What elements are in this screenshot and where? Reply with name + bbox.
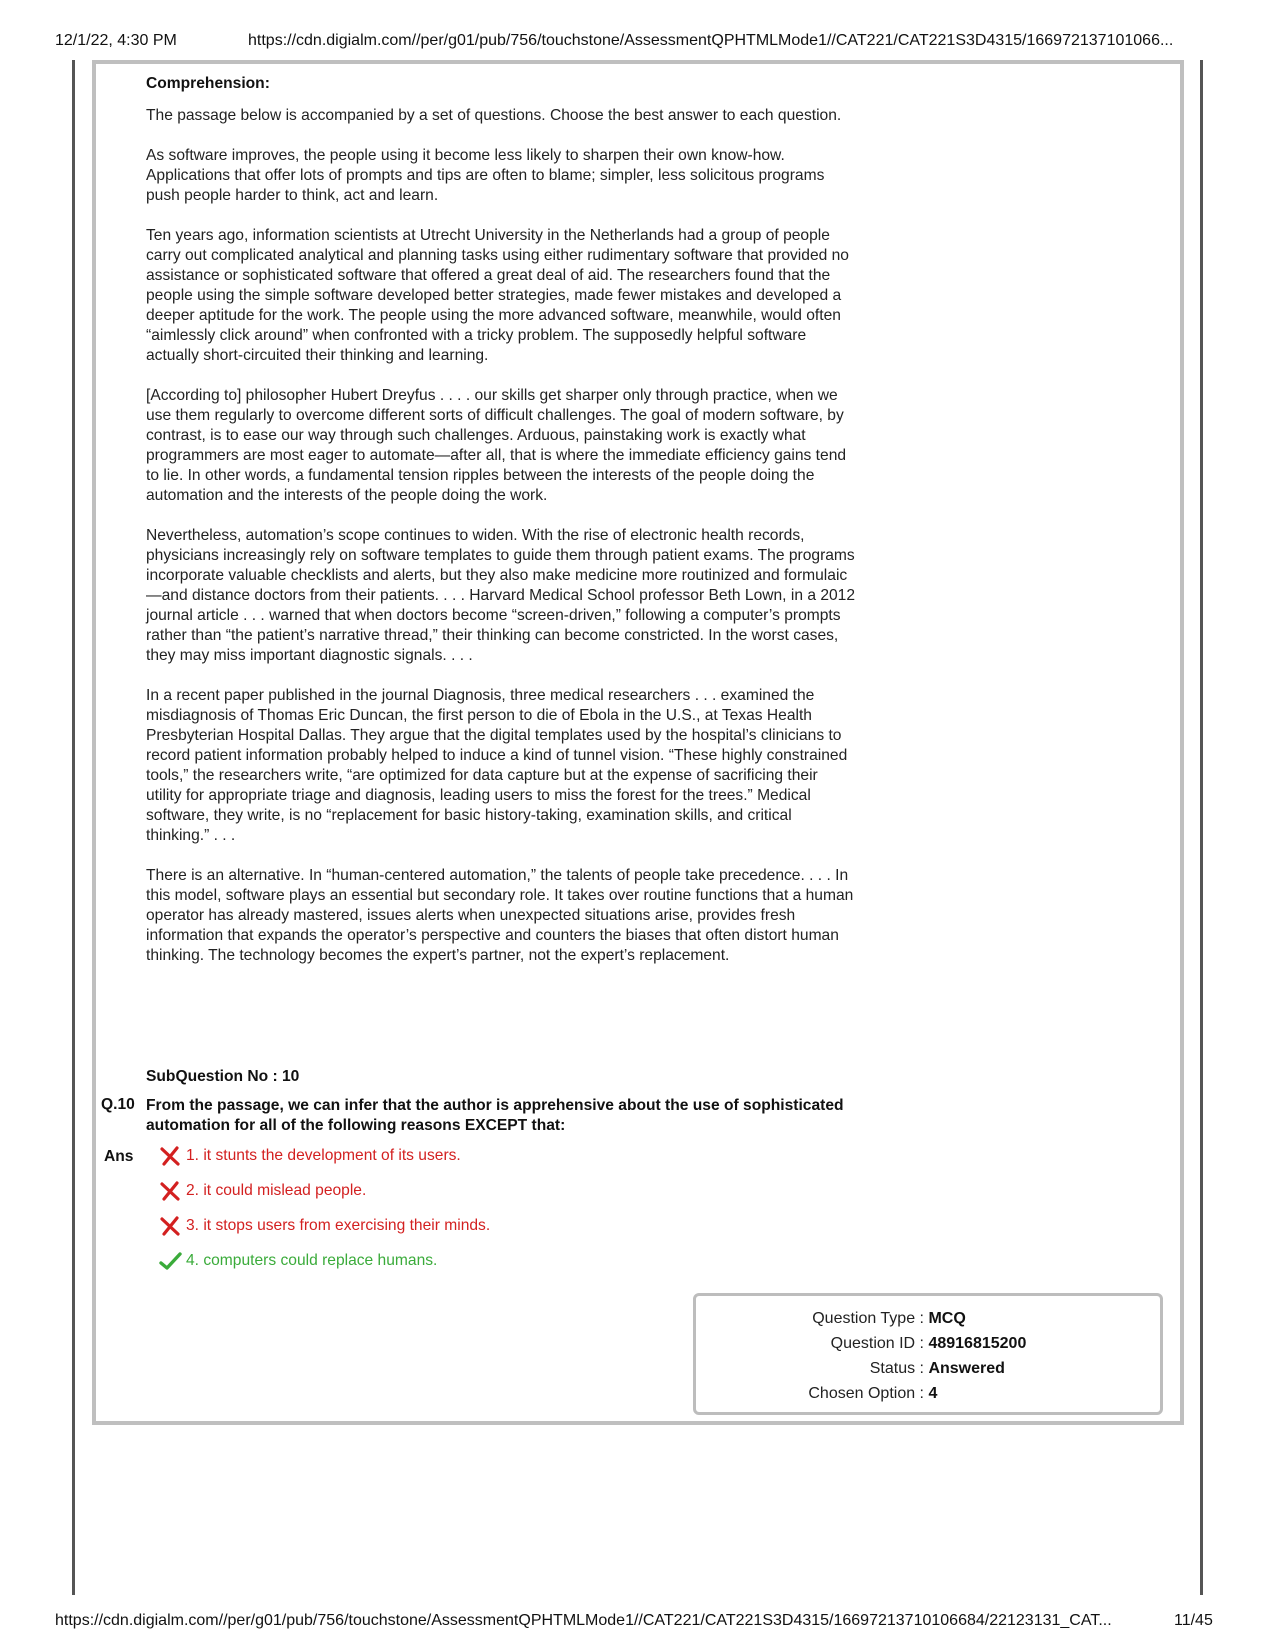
chosen-option-row (724, 1385, 937, 1403)
passage-paragraph: Ten years ago, information scientists at Utrecht University in the Netherlands had a group of people carry out complicated analytical and planning tasks using either rudimentary software that provided no assistance or sophisticated software that offered a great deal of aid. The researchers found that the people using the simple software developed better strategies, made fewer mistakes and developed a deeper aptitude for the work. The people using the more advanced software, meanwhile, would often “aimlessly click around” when confronted with a tricky problem. The supposedly helpful software actually short-circuited their thinking and learning. (146, 227, 849, 364)
left-border-line (72, 60, 75, 1595)
question-text: From the passage, we can infer that the author is apprehensive about the use of sophisticated automation for all of the following reasons EXCEPT that: (146, 1097, 844, 1134)
question-type-label: Question Type : (812, 1310, 924, 1327)
correct-check-icon (158, 1250, 182, 1272)
page-number: 11/45 (1174, 1612, 1213, 1629)
answer-option-3 (158, 1215, 490, 1237)
answer-option-1 (158, 1145, 461, 1167)
chosen-option-value: 4 (928, 1385, 938, 1402)
wrong-cross-icon (158, 1145, 182, 1167)
option-text: 2. it could mislead people. (186, 1182, 367, 1199)
passage-paragraph: Nevertheless, automation’s scope continues to widen. With the rise of electronic health records, physicians increasingly rely on software templates to guide them through patient exams. The programs incorporate valuable checklists and alerts, but they also make medicine more routinized and formulaic—and distance doctors from their patients. . . . Harvard Medical School professor Beth Lown, in a 2012 journal article . . . warned that when doctors become “screen-driven,” following a computer’s prompts rather than “the patient’s narrative thread,” their thinking can become constricted. In the worst cases, they may miss important diagnostic signals. . . . (146, 527, 856, 664)
comprehension-passage (146, 70, 856, 986)
question-id-label: Question ID : (830, 1335, 924, 1352)
answer-option-4 (158, 1250, 437, 1272)
print-footer-url: https://cdn.digialm.com//per/g01/pub/756/touchstone/AssessmentQPHTMLMode1//CAT221/CAT221S3D4315/16697213710106684/22123131_CAT... (55, 1612, 1112, 1629)
status-label: Status : (869, 1360, 924, 1377)
comprehension-heading: Comprehension: (146, 75, 270, 92)
right-border-line (1200, 60, 1203, 1595)
passage-paragraph: The passage below is accompanied by a set of questions. Choose the best answer to each question. (146, 107, 842, 124)
question-info-box (693, 1293, 1163, 1415)
status-row (724, 1360, 1005, 1378)
question-type-value: MCQ (928, 1310, 966, 1327)
question-number: Q.10 (101, 1096, 135, 1113)
wrong-cross-icon (158, 1215, 182, 1237)
passage-paragraph: [According to] philosopher Hubert Dreyfus . . . . our skills get sharper only through practice, when we use them regularly to overcome different sorts of difficult challenges. The goal of modern software, by contrast, is to ease our way through such challenges. Arduous, painstaking work is exactly what programmers are most eager to automate—after all, that is where the immediate efficiency gains tend to lie. In other words, a fundamental tension ripples between the interests of the people doing the automation and the interests of the people doing the work. (146, 387, 847, 504)
answer-option-2 (158, 1180, 366, 1202)
option-text: 1. it stunts the development of its users. (186, 1147, 461, 1164)
question-type-row (724, 1310, 966, 1328)
chosen-option-label: Chosen Option : (808, 1385, 924, 1402)
passage-paragraph: In a recent paper published in the journal Diagnosis, three medical researchers . . . examined the misdiagnosis of Thomas Eric Duncan, the first person to die of Ebola in the U.S., at Texas Health Presbyterian Hospital Dallas. They argue that the digital templates used by the hospital’s clinicians to record patient information probably helped to induce a kind of tunnel vision. “These highly constrained tools,” the researchers write, “are optimized for data capture but at the expense of sacrificing their utility for appropriate triage and diagnosis, leading users to miss the forest for the trees.” Medical software, they write, is no “replacement for basic history-taking, examination skills, and critical thinking.” . . . (146, 687, 848, 844)
subquestion-label: SubQuestion No : 10 (146, 1068, 300, 1085)
option-text: 4. computers could replace humans. (186, 1252, 438, 1269)
status-value: Answered (928, 1360, 1005, 1377)
passage-paragraph: There is an alternative. In “human-centered automation,” the talents of people take precedence. . . . In this model, software plays an essential but secondary role. It takes over routine functions that a human operator has already mastered, issues alerts when unexpected situations arise, provides fresh information that expands the operator’s perspective and counters the biases that often distort human thinking. The technology becomes the expert’s partner, not the expert’s replacement. (146, 867, 854, 964)
passage-paragraph: As software improves, the people using it become less likely to sharpen their own know-how. Applications that offer lots of prompts and tips are often to blame; simpler, less solicitous programs push people harder to think, act and learn. (146, 147, 825, 204)
question-id-row (724, 1335, 1026, 1353)
question-id-value: 48916815200 (928, 1335, 1027, 1352)
print-header-url: https://cdn.digialm.com//per/g01/pub/756/touchstone/AssessmentQPHTMLMode1//CAT221/CAT221S3D4315/166972137101066... (248, 32, 1174, 49)
wrong-cross-icon (158, 1180, 182, 1202)
answer-label: Ans (104, 1148, 134, 1165)
option-text: 3. it stops users from exercising their minds. (186, 1217, 491, 1234)
print-datetime: 12/1/22, 4:30 PM (55, 32, 177, 49)
